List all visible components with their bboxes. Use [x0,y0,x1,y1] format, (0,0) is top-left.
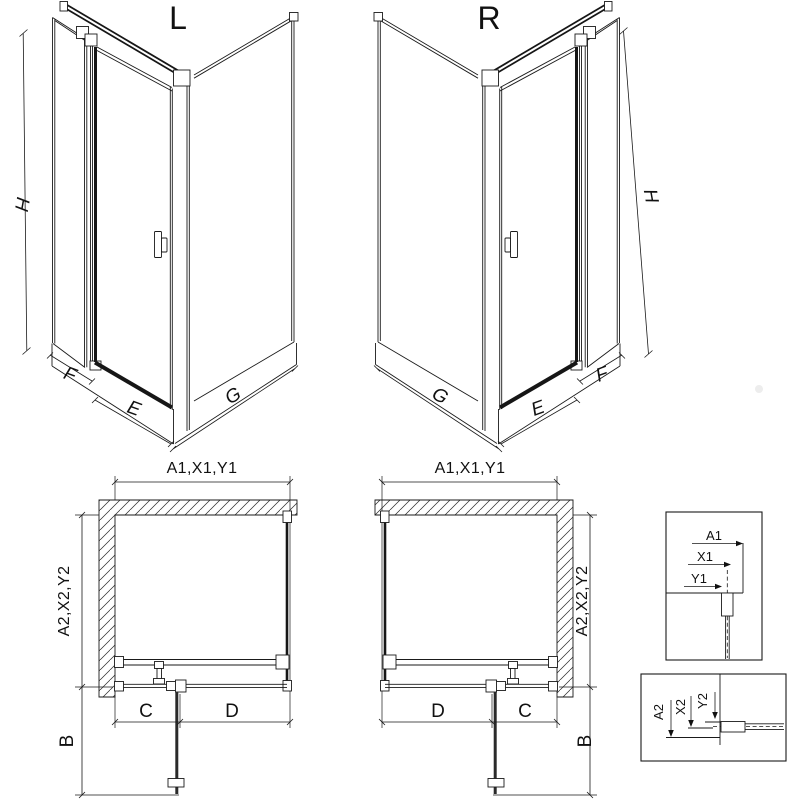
dim-label-h-left: H [9,195,33,213]
dim-label-width-left-plan: A1,X1,Y1 [166,460,238,477]
dim-line-a2x2y2 [79,512,85,690]
dim-label-b-left: B [57,734,78,748]
door-handle [155,232,162,258]
detail-label-x2: X2 [673,699,688,715]
dim-label-g-left: G [221,383,245,410]
detail-label-y2: Y2 [695,693,710,709]
dim-line-a1x1y1 [112,479,293,485]
door-handle-plan [168,779,184,788]
dim-line-b [79,687,85,798]
dim-label-e-right: E [528,396,548,421]
print-artifact-dot [755,385,763,393]
support-bar-plan [123,660,278,666]
dim-label-c-right: C [518,701,532,722]
dim-label-depth-left-plan: A2,X2,Y2 [56,565,73,637]
dim-label-d-left: D [225,701,239,722]
dim-label-c-left: C [139,701,153,722]
isometric-view-geometry [47,2,298,453]
dim-label-f-right: F [593,362,612,387]
dim-label-g-right: G [428,383,452,410]
corner-bracket [174,70,191,86]
door-hinge-plan [167,682,177,691]
detail-label-a2: A2 [651,704,666,720]
dim-label-f-left: F [60,362,79,387]
dim-label-depth-right-plan: A2,X2,Y2 [574,565,591,637]
dim-label-d-right: D [431,701,445,722]
dim-label-width-right-plan: A1,X1,Y1 [434,460,506,477]
dim-label-h-right: H [638,187,662,205]
detail-label-a1: A1 [706,528,722,543]
dim-label-e-left: E [124,396,144,421]
detail-label-x1: X1 [697,549,713,564]
variant-label-left: L [169,0,187,36]
dim-label-b-right: B [575,734,596,748]
wall-section-left-plan [99,500,297,697]
dim-line-h-left [20,30,31,355]
variant-label-right: R [477,0,501,36]
detail-label-y1: Y1 [691,571,707,586]
wall-section-right-plan [375,500,573,697]
